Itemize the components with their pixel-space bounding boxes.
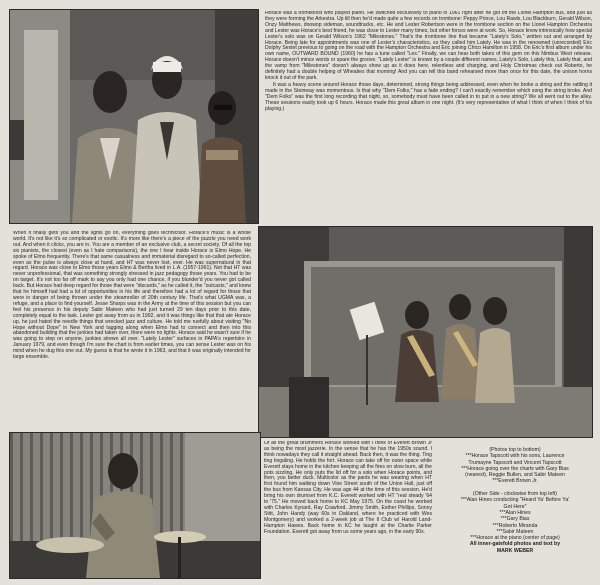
photo-horace-with-sons <box>9 9 259 224</box>
credit-line: ***Gary Bias <box>500 516 530 523</box>
paragraph: It was a heavy scene around Horace those days, determined, strong things being addressed, even when he broke a string and the rattling it made in the Steinway was momentous. Is that why "Dem Folks," has a fade ending? I can't exactly remember which song the string broke. And "Dem Folks" was the first long recording that night, so, somebody must have been called in to put in a new string? We all went out to the alley. These sessions easily took up 6 hours. Horace made this great album in one night. (It's very representative of what I think of when I think of his playing.) <box>265 81 592 112</box>
credit-line: ***Everett Brown Jr. <box>492 478 538 485</box>
photo-horace-with-sons-image <box>10 10 258 223</box>
photo-horace-going-over-charts-image <box>259 227 592 437</box>
credit-line: ***Horace going over the charts with Gary Bias <box>461 465 569 472</box>
credit-line: (Other Side - clockwise from top left) <box>473 491 557 498</box>
credit-line-photographer-name: MARK WEBER <box>496 547 534 554</box>
credit-line: ***Roberto Miranda <box>492 522 538 529</box>
photo-horace-going-over-charts <box>258 226 593 438</box>
credit-line: ***Alan Hines conducting "Heard Ya' Before Ya' <box>460 497 570 504</box>
paragraph: Of all the great drummers Horace worked with I think of Everett Brown Jr as being the most jazzerie. In the sense that he has the 1950s sound. I think nowadays they call it straight ahead. Back then, it was the thing. Ting ting tingaling. He holds the fort. Horace can take off for outer space while Everett stays home in the kitchen keeping all the fires on slow burn, all the pots sizzling. He only puts the lid off for a solo when Horace points, and then, you better duck. Multicolor as the pants he was wearing when HT first found him walking down Vine Street south of the Union Hall, just off the bus from Kansas City. He was age 44 at the time of this session. He'd bring his own drumset from K.C. Everett worked with HT "real steady '64 to '75." He moved back home to KC May 1975. On the coast he worked with Charles Kynard, Ray Crawford, Jimmy Smith, Esther Phillips, Sonny Stitt, John Handy (way 60s in Oakland, where he practiced with Wes Montgomery) and worked a 2-week job at The Il Club w/ Harold Land-Hampton Hawes. Back home in KC he taught at the Charlie Parker Foundation. Everett got away from us some years ago, in the early 90s. <box>264 441 432 535</box>
text-block-middle-left <box>13 231 251 427</box>
credit-line-photographer: All inner-gatefold photos and text by <box>469 541 561 548</box>
credit-line: ***Sabir Mateen <box>496 528 534 535</box>
credit-line: ***Alan Hines <box>499 509 531 516</box>
photo-credits <box>438 447 592 577</box>
credit-line: Got Here" <box>503 503 527 510</box>
photo-everett-brown-jr-image <box>10 433 260 578</box>
credit-line: ***Horace at the piano (center of page) <box>470 535 560 542</box>
text-block-top-right <box>265 11 592 216</box>
photo-everett-brown-jr <box>9 432 261 579</box>
paragraph: Horace was a trombonist who played piano. He switched exclusively to piano in 1961 right after he got off the Lionel Hampton bus, and just as they were forming the Arkestra. Up till then he'd made quite a few records on trombone: Peppy Prince, Lou Rawls, Lou Blackburn, Gerald Wilson, Onzy Matthews, doowop sideman, soundtracks, etc. He and Lester Robertson were in the trombone section on the Lionel Hampton Orchestra and Lester was Horace's best friend, he was close to Lester many times, but other forces were at work. So, Horace knew intrinsically how special Lester's solo was on Gerald Wilson's 1962 "Milestones." That's the trombone line that became "Lately's Solo," written out and arranged by Horace. Being late for appointments was one of Lester's characteristics, so they called him Lately. He was in the renowned (unrecorded) Eric Dolphy Sextet previous to going on the road with the Hampton Orchestra and Eric joining Chico Hamilton in 1958. On Eric's first album under his own name, OUTWARD BOUND (1960) he has a tune called "Les." Finally, we can hear both takes of this gem on this Nimbus West release. Horace doesn't mince words or spare the groove. "Lately Lester" is known by a couple different names, Lately's Solo, Lately this, Lately that, and the vamp from "Milestones" doesn't always show up as it does here, relentless and charging, and Holy Christmas check out Roberto, he definitely had a double helping of Wheaties that morning! And you can tell this band rehearsed more than once for this date, the unison horns knock it out of the park. <box>265 11 592 81</box>
credit-line: (Photos top to bottom) <box>489 447 541 453</box>
credit-line: Trumayne Tapscott and Vincent Tapscott <box>468 459 562 466</box>
text-block-bottom-middle <box>264 441 432 577</box>
credit-line: ***Horace Tapscott with his sons, Laurence <box>465 453 565 460</box>
paragraph: When it finally gets you and the lights go on, everything goes technicolor. Horace's music is a whole world. It's not like it's so complicated or exotic. It's more like there's a piece of the puzzle you need work out. And when it clicks, you are in. You are a member of an exclusive club, a secret society. Of all the top six pianists, the closest (even as I hate comparisons), the one I hear inside Horace is Elmo Hope. He spoke of Elmo frequently. There's that same casualness and immaterial disregard to so-called perfection, even as the pulse is always close at hand, and HT was never lost, ever. He was supernatural in that regard. Horace was close to Elmo those years Elmo & Bertha lived in L.A. (1957-1961). Not that HT was never unprofessional, that was something strongly stressed in jazz pedagogy those years. You had to be on target. It's not too far off mark to say you only had one chance, if you blunder'd you never got called back. But Horace had deep regard for those that were "discards," as he called it, the "outcasts," and knew that he himself had had a lot of opportunities in his life and therefore had a lot of regard for those that were in danger of being thrown under the steamroller of 20th century life. That's what UGMA was, a refuge, and a place to find yourself. Jesse Sharps was in the Army at the time of this session but you can feel his presence in his deputy Sabir Mateen who had just turned 29 ten days prior to this date, completely equal to the task. Lester got away from us in 1992, and it was things like that that ate Horace up, he just hated the needle things that wrecked jazz and culture. He told me ruefully about visiting "No Hope without Dope" in New York and tagging along when Elmo had to connect and then into this abandoned building that the junkies had taken over, there were no lights. Horace said he wasn't sure if he was going to step on anyone, junkies strewn all over. "Lately Lester" surfaces in PAPA's repertoire in January 1979, and even though I'm sure the chart is from earlier times, you can sense Lester was on his mind when he dug this one out. My guess is that he wrote it in 1963, and that it was originally intended for large ensemble. <box>13 231 251 361</box>
credit-line: (nearest), Reggie Bullen, and Sabir Mateen <box>465 472 565 479</box>
